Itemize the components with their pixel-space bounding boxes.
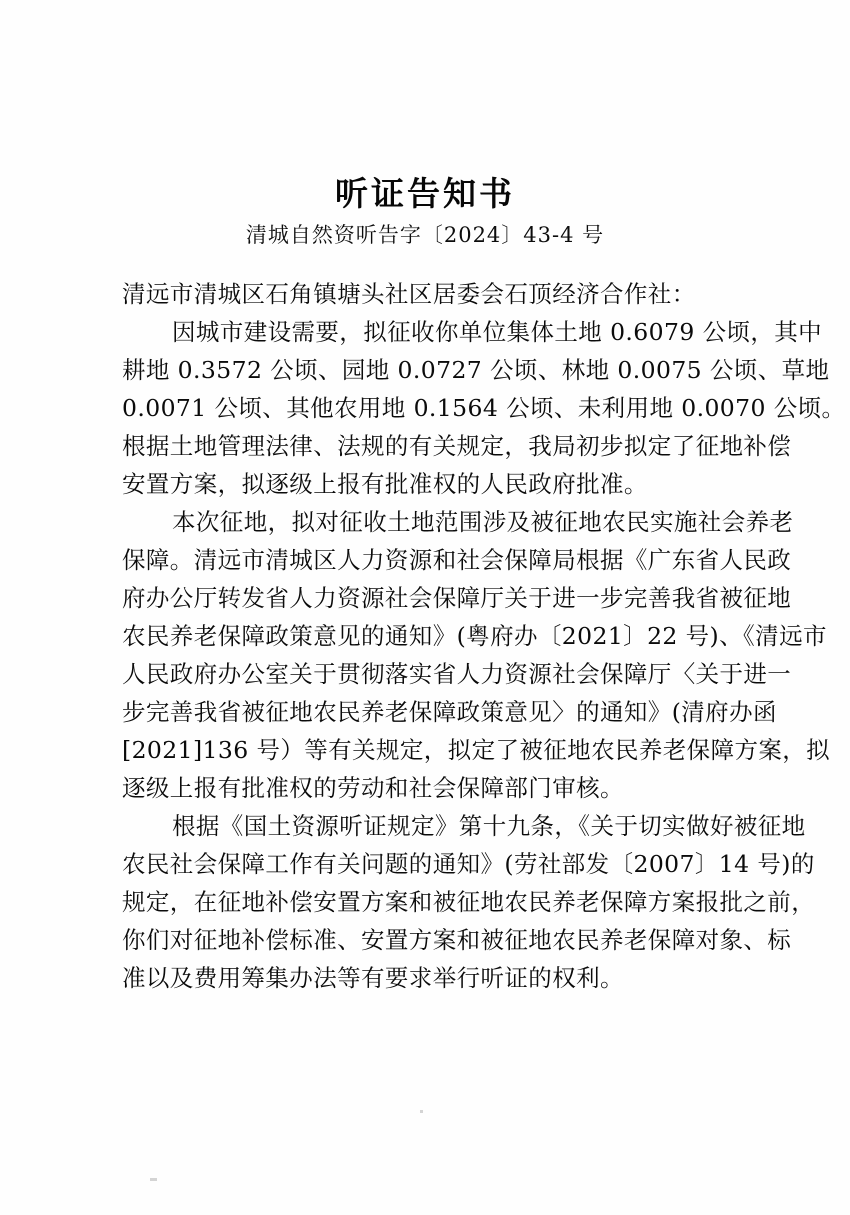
document-text-line: 本次征地，拟对征收土地范围涉及被征地农民实施社会养老: [172, 508, 794, 536]
page-title: 听证告知书: [335, 174, 515, 214]
document-text-line: 你们对征地补偿标准、安置方案和被征地农民养老保障对象、标: [122, 926, 792, 954]
recipient-line: 清远市清城区石角镇塘头社区居委会石顶经济合作社：: [122, 280, 696, 308]
paragraph-land-acquisition: [122, 313, 846, 503]
document-body: [122, 275, 846, 997]
document-paragraphs: [122, 313, 846, 997]
document-text-line: 根据《国土资源听证规定》第十九条，《关于切实做好被征地: [172, 812, 806, 840]
document-text-line: 保障。清远市清城区人力资源和社会保障局根据《广东省人民政: [122, 546, 792, 574]
document-text-line: 准以及费用筹集办法等有要求举行听证的权利。: [122, 964, 624, 992]
document-text-line: 逐级上报有批准权的劳动和社会保障部门审核。: [122, 774, 624, 802]
document-text-line: 0.0071 公顷、其他农用地 0.1564 公顷、未利用地 0.0070 公顷。: [122, 394, 846, 422]
paragraph-social-security: [122, 503, 831, 807]
document-serial-number: 清城自然资听告字〔2024〕43-4 号: [245, 223, 605, 247]
document-text-line: 府办公厅转发省人力资源社会保障厅关于进一步完善我省被征地: [122, 584, 792, 612]
document-text-line: 农民社会保障工作有关问题的通知》(劳社部发〔2007〕14 号)的: [122, 850, 815, 878]
scan-speck: [150, 1178, 157, 1181]
document-text-line: 步完善我省被征地农民养老保障政策意见〉的通知》(清府办函: [122, 698, 777, 726]
document-text-line: 根据土地管理法律、法规的有关规定，我局初步拟定了征地补偿: [122, 432, 792, 460]
scan-speck: [420, 1110, 423, 1113]
document-text-line: 规定，在征地补偿安置方案和被征地农民养老保障方案报批之前，: [122, 888, 816, 916]
document-text-line: 农民养老保障政策意见的通知》(粤府办〔2021〕22 号)、《清远市: [122, 622, 827, 650]
document-text-line: 因城市建设需要，拟征收你单位集体土地 0.6079 公顷，其中: [172, 318, 823, 346]
document-text-line: 人民政府办公室关于贯彻落实省人力资源社会保障厅〈关于进一: [122, 660, 792, 688]
paragraph-hearing-rights: [122, 807, 816, 997]
document-text-line: [2021]136 号）等有关规定，拟定了被征地农民养老保障方案，拟: [122, 736, 831, 764]
document-text-line: 安置方案，拟逐级上报有批准权的人民政府批准。: [122, 470, 648, 498]
document-text-line: 耕地 0.3572 公顷、园地 0.0727 公顷、林地 0.0075 公顷、草地: [122, 356, 830, 384]
